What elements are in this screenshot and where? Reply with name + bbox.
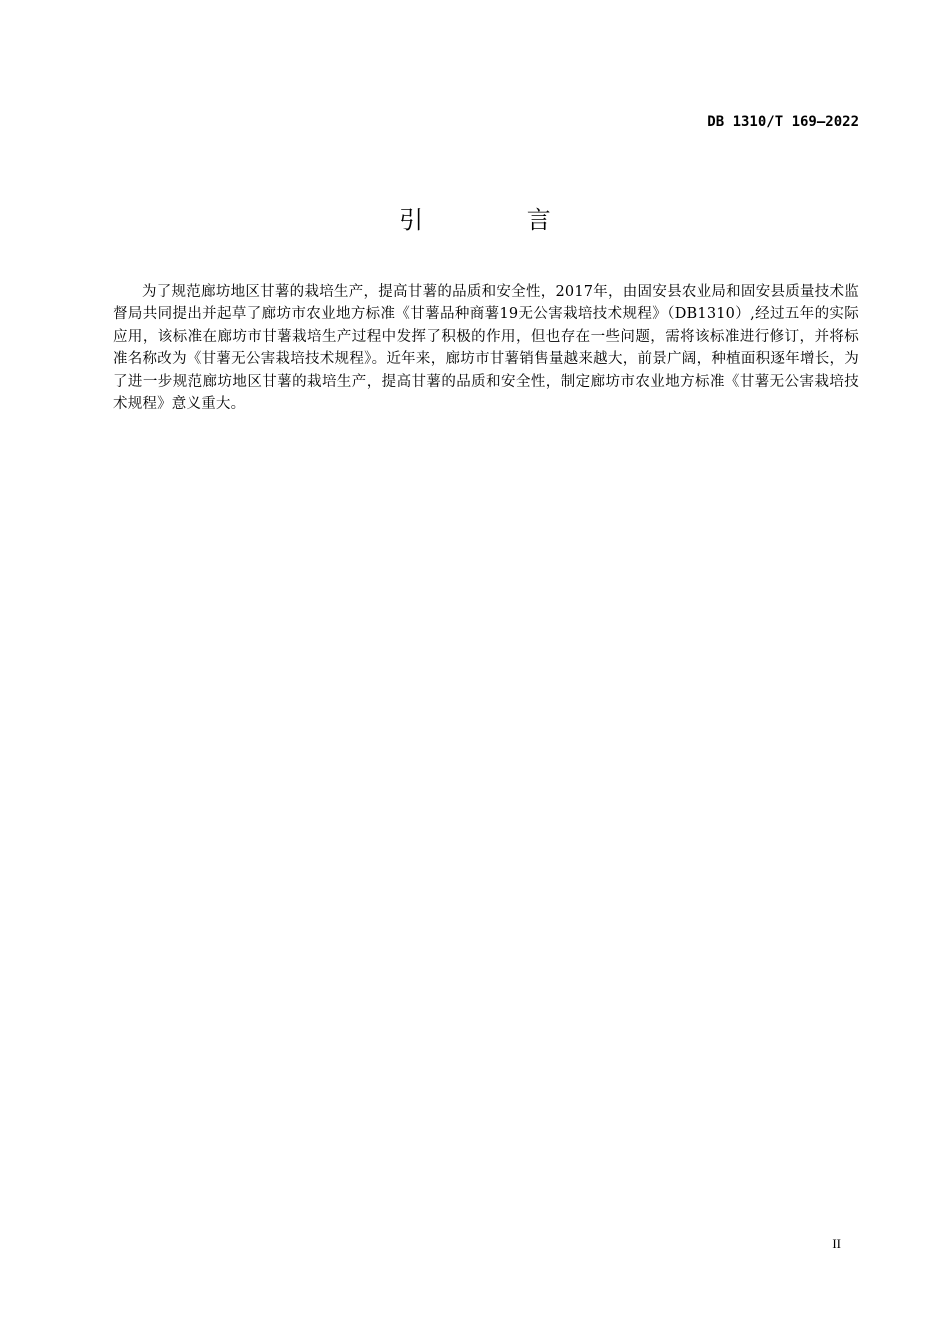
page-number: II <box>832 1236 841 1251</box>
introduction-paragraph: 为了规范廊坊地区甘薯的栽培生产，提高甘薯的品质和安全性，2017年，由固安县农业局和固安县质量技术监督局共同提出并起草了廊坊市农业地方标准《甘薯品种商薯19无公害栽培技术规程》（DB1310）,经过五年的实际应用，该标准在廊坊市甘薯栽培生产过程中发挥了积极的作用，但也存在一些问题，需将该标准进行修订，并将标准名称改为《甘薯无公害栽培技术规程》。近年来，廊坊市甘薯销售量越来越大，前景广阔，种植面积逐年增长，为了进一步规范廊坊地区甘薯的栽培生产，提高甘薯的品质和安全性，制定廊坊市农业地方标准《甘薯无公害栽培技术规程》意义重大。 <box>113 284 859 413</box>
page-title: 引 言 <box>399 206 599 234</box>
document-code: DB 1310/T 169—2022 <box>707 114 859 130</box>
